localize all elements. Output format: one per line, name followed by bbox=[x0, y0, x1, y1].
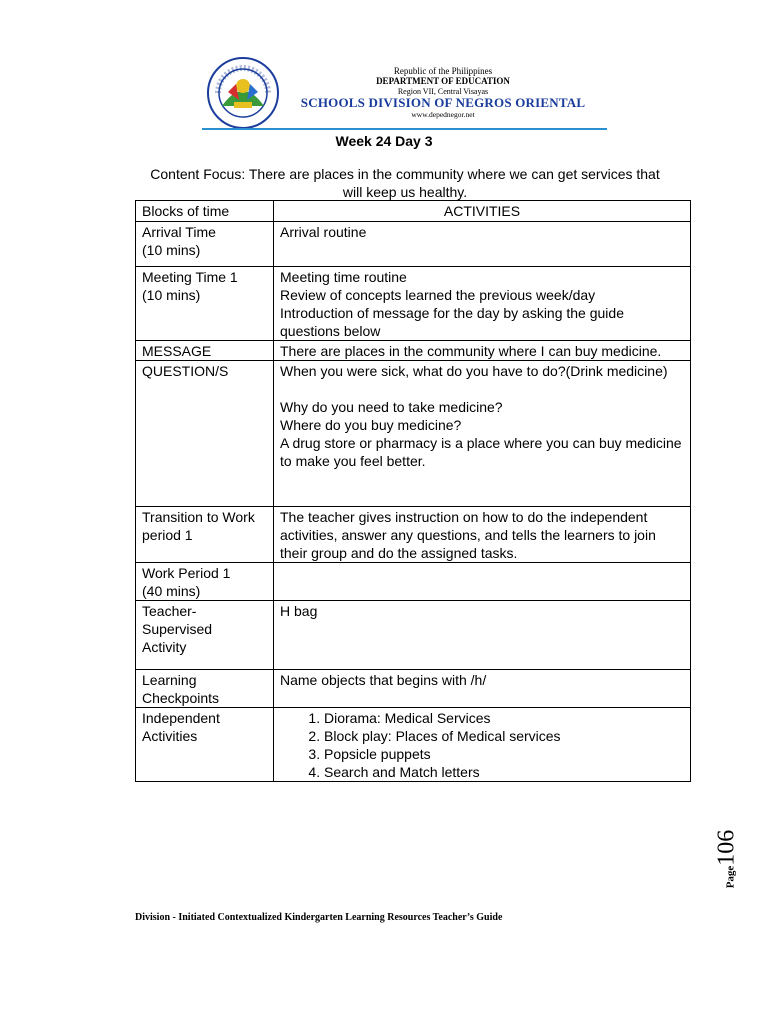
table-header-row bbox=[136, 201, 691, 222]
republic-line: Republic of the Philippines bbox=[393, 66, 493, 76]
list-item: 2. Block play: Places of Medical services bbox=[324, 727, 684, 745]
page-label: Page bbox=[724, 865, 737, 889]
question-followups: Why do you need to take medicine? Where do you buy medicine? A drug store or pharmacy is a place where you can buy medicine to make you feel better. bbox=[280, 399, 682, 469]
table-row bbox=[136, 601, 691, 670]
lesson-plan-table bbox=[135, 200, 691, 782]
table-row bbox=[136, 222, 691, 267]
region-line: Region VII, Central Visayas bbox=[397, 86, 489, 96]
block-cell: Transition to Work period 1 bbox=[136, 507, 274, 563]
footer-text: Division - Initiated Contextualized Kindergarten Learning Resources Teacher’s Guide bbox=[135, 912, 503, 923]
activity-cell bbox=[274, 361, 691, 507]
table-row bbox=[136, 708, 691, 782]
block-cell: Learning Checkpoints bbox=[136, 670, 274, 708]
list-item: 3. Popsicle puppets bbox=[324, 745, 684, 763]
deped-seal-icon bbox=[206, 56, 280, 130]
table-row bbox=[136, 670, 691, 708]
question-primary: When you were sick, what do you have to do?(Drink medicine) bbox=[280, 363, 668, 379]
table-row bbox=[136, 267, 691, 341]
division-line: SCHOOLS DIVISION OF NEGROS ORIENTAL bbox=[300, 94, 586, 110]
block-cell: Work Period 1 (40 mins) bbox=[136, 563, 274, 601]
letterhead bbox=[202, 52, 607, 130]
activity-cell: Arrival routine bbox=[274, 222, 691, 267]
letterhead-text bbox=[280, 66, 606, 119]
spacer bbox=[280, 380, 684, 398]
block-cell: Arrival Time (10 mins) bbox=[136, 222, 274, 267]
table-row bbox=[136, 507, 691, 563]
independent-activities-list bbox=[280, 709, 684, 781]
activity-cell: Meeting time routine Review of concepts learned the previous week/day Introduction of message for the day by asking the guide questions below bbox=[274, 267, 691, 341]
block-cell: Meeting Time 1 (10 mins) bbox=[136, 267, 274, 341]
header-blocks-of-time: Blocks of time bbox=[136, 201, 274, 222]
activity-cell bbox=[274, 708, 691, 782]
activity-cell: Name objects that begins with /h/ bbox=[274, 670, 691, 708]
page-title: Week 24 Day 3 bbox=[335, 133, 433, 149]
activity-cell: There are places in the community where I can buy medicine. bbox=[274, 341, 691, 361]
activity-cell: H bag bbox=[274, 601, 691, 670]
block-cell: Independent Activities bbox=[136, 708, 274, 782]
block-cell: MESSAGE bbox=[136, 341, 274, 361]
table-row bbox=[136, 341, 691, 361]
activity-cell: The teacher gives instruction on how to do the independent activities, answer any questions, and tells the learners to join their group and do the assigned tasks. bbox=[274, 507, 691, 563]
block-cell: QUESTION/S bbox=[136, 361, 274, 507]
department-line: DEPARTMENT OF EDUCATION bbox=[376, 76, 510, 87]
header-activities: ACTIVITIES bbox=[274, 201, 691, 222]
list-item: 4. Search and Match letters bbox=[324, 763, 684, 781]
page-number bbox=[712, 816, 742, 902]
page-number-value: 106 bbox=[713, 829, 740, 866]
content-focus: Content Focus: There are places in the community where we can get services that will keep us healthy. bbox=[150, 166, 660, 200]
block-cell: Teacher- Supervised Activity bbox=[136, 601, 274, 670]
header-divider bbox=[202, 128, 607, 130]
activity-cell bbox=[274, 563, 691, 601]
list-item: 1. Diorama: Medical Services bbox=[324, 709, 684, 727]
website-line: www.depednegor.net bbox=[411, 109, 475, 119]
table-row bbox=[136, 361, 691, 507]
table-row bbox=[136, 563, 691, 601]
